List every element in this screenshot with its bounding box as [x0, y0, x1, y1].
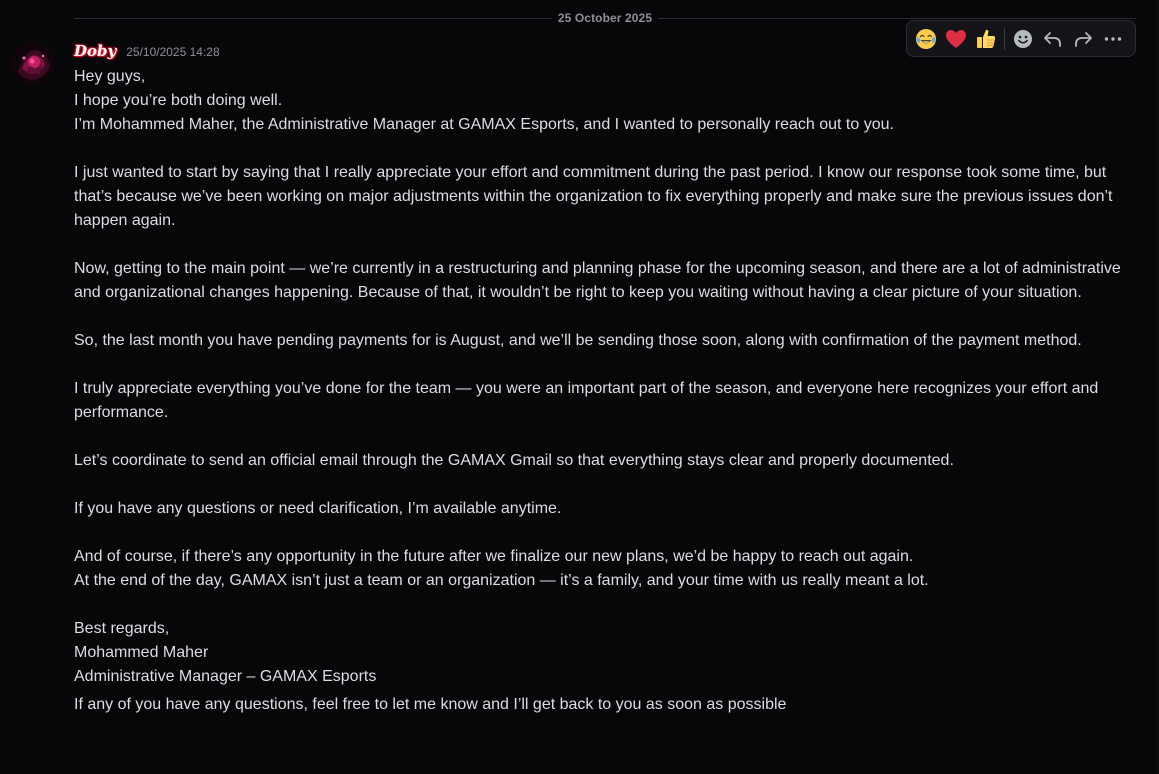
message-line: Hey guys,: [74, 68, 146, 85]
message-line: I hope you’re both doing well.: [74, 92, 283, 109]
toolbar-separator: [1004, 28, 1005, 50]
reaction-joy-button[interactable]: [911, 24, 941, 54]
reply-icon: [1042, 28, 1064, 50]
blank-line: [74, 521, 1134, 545]
followup-message-line: If any of you have any questions, feel free to let me know and I’ll get back to you as soon as possible: [74, 696, 787, 713]
message-line: Let’s coordinate to send an official email through the GAMAX Gmail so that everything stays clear and properly documented.: [74, 452, 954, 469]
message-line: So, the last month you have pending payments for is August, and we’ll be sending those soon, along with confirmation of the payment method.: [74, 332, 1082, 349]
message-line: I just wanted to start by saying that I really appreciate your effort and commitment during the past period. I know our response took some time, but that’s because we’ve been working on major adjustments within the organization to fix everything properly and make sure the previous issues don’t happen again.: [74, 164, 1117, 229]
divider-line-right: [658, 18, 1136, 19]
more-options-button[interactable]: [1098, 24, 1128, 54]
blank-line: [74, 233, 1134, 257]
reaction-heart-button[interactable]: [941, 24, 971, 54]
add-reaction-button[interactable]: [1008, 24, 1038, 54]
message-line: If you have any questions or need clarification, I’m available anytime.: [74, 500, 562, 517]
message-line: And of course, if there’s any opportunity in the future after we finalize our new plans, we’d be happy to reach out again.: [74, 548, 914, 565]
message-hover-toolbar: [906, 20, 1136, 57]
divider-line-left: [74, 18, 552, 19]
message-line: Administrative Manager – GAMAX Esports: [74, 668, 377, 685]
blank-line: [74, 425, 1134, 449]
blank-line: [74, 593, 1134, 617]
reaction-thumbs-up-button[interactable]: [971, 24, 1001, 54]
blank-line: [74, 473, 1134, 497]
blank-line: [74, 137, 1134, 161]
message-timestamp[interactable]: 25/10/2025 14:28: [126, 45, 220, 59]
message-line: I truly appreciate everything you’ve done for the team — you were an important part of the season, and everyone here recognizes your effort and performance.: [74, 380, 1103, 421]
forward-icon: [1072, 28, 1094, 50]
red-heart-emoji-icon: [944, 27, 968, 51]
blank-line: [74, 305, 1134, 329]
message-line: Mohammed Maher: [74, 644, 209, 661]
avatar[interactable]: [12, 42, 54, 84]
more-options-icon: [1102, 28, 1124, 50]
divider-date: 25 October 2025: [557, 11, 653, 25]
add-reaction-icon: [1012, 28, 1034, 50]
avatar-art: [12, 42, 54, 84]
thumbs-up-emoji-icon: [974, 27, 998, 51]
blank-line: [74, 353, 1134, 377]
reply-button[interactable]: [1038, 24, 1068, 54]
message-line: I’m Mohammed Maher, the Administrative Manager at GAMAX Esports, and I wanted to personally reach out to you.: [74, 116, 894, 133]
forward-button[interactable]: [1068, 24, 1098, 54]
author-username[interactable]: Doby: [74, 42, 117, 60]
message-line: At the end of the day, GAMAX isn’t just a team or an organization — it’s a family, and your time with us really meant a lot.: [74, 572, 929, 589]
joy-emoji-icon: [914, 27, 938, 51]
message-line: Now, getting to the main point — we’re currently in a restructuring and planning phase for the upcoming season, and there are a lot of administrative and organizational changes happening. Because of that, it wouldn’t be right to keep you waiting without having a clear picture of your situation.: [74, 260, 1126, 301]
message-content: [74, 65, 1134, 717]
message-line: Best regards,: [74, 620, 170, 637]
message-header: [74, 42, 220, 64]
